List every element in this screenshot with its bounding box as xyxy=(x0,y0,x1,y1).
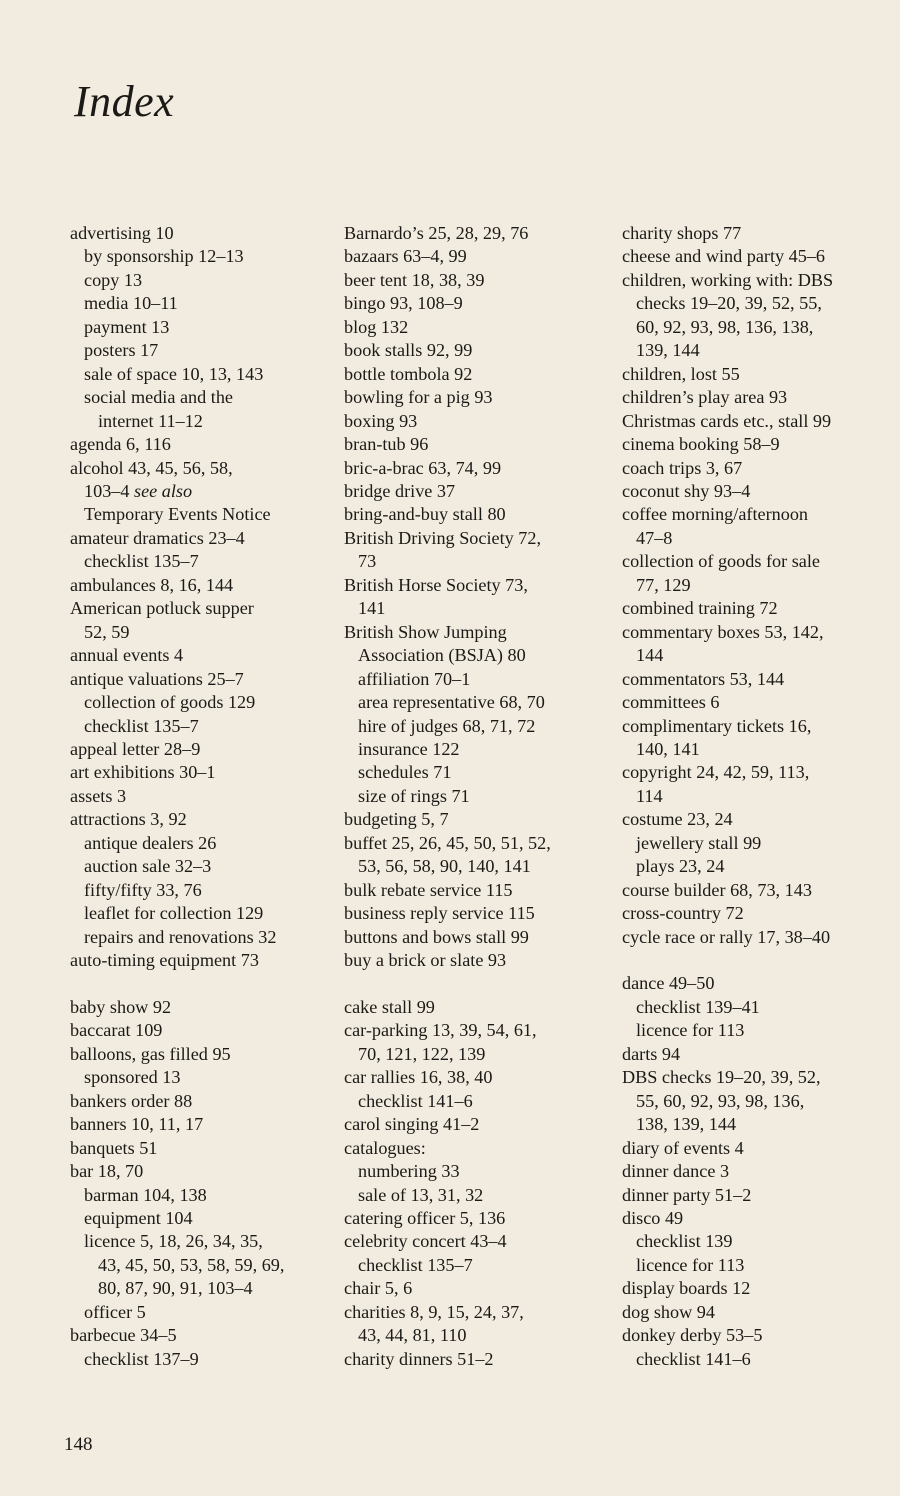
index-entry xyxy=(622,386,884,409)
entry-text: baby show 92 xyxy=(70,996,172,1017)
entry-text: repairs and renovations 32 xyxy=(84,926,277,947)
entry-text: amateur dramatics 23–4 xyxy=(70,527,245,548)
index-entry xyxy=(70,1090,340,1113)
entry-text: bulk rebate service 115 xyxy=(344,879,513,900)
index-entry xyxy=(70,738,340,761)
entry-text: 80, 87, 90, 91, 103–4 xyxy=(98,1278,253,1299)
index-subentry xyxy=(344,1254,616,1277)
index-subentry xyxy=(70,926,340,949)
entry-text: checklist 135–7 xyxy=(358,1254,473,1275)
index-subentry xyxy=(622,1090,884,1113)
entry-text: children’s play area 93 xyxy=(622,387,788,408)
index-column-1 xyxy=(70,222,340,1371)
entry-text: bankers order 88 xyxy=(70,1090,193,1111)
entry-text: 141 xyxy=(358,598,386,619)
index-entry xyxy=(344,1137,616,1160)
index-subentry xyxy=(622,738,884,761)
entry-text: car-parking 13, 39, 54, 61, xyxy=(344,1020,537,1041)
entry-text: checks 19–20, 39, 52, 55, xyxy=(636,293,822,314)
index-entry xyxy=(70,644,340,667)
entry-text: media 10–11 xyxy=(84,293,178,314)
entry-text: baccarat 109 xyxy=(70,1020,163,1041)
entry-text: coffee morning/afternoon xyxy=(622,504,809,525)
entry-text: bottle tombola 92 xyxy=(344,363,473,384)
entry-text: dog show 94 xyxy=(622,1301,715,1322)
index-entry xyxy=(344,386,616,409)
index-entry xyxy=(622,363,884,386)
index-subentry xyxy=(622,996,884,1019)
index-entry xyxy=(344,808,616,831)
entry-text: licence 5, 18, 26, 34, 35, xyxy=(84,1231,263,1252)
index-entry xyxy=(70,1043,340,1066)
entry-text: checklist 135–7 xyxy=(84,715,199,736)
entry-text: American potluck supper xyxy=(70,598,254,619)
index-subentry xyxy=(70,363,340,386)
entry-text: British Horse Society 73, xyxy=(344,574,528,595)
entry-text: numbering 33 xyxy=(358,1161,460,1182)
entry-text: book stalls 92, 99 xyxy=(344,340,473,361)
index-subentry xyxy=(70,1066,340,1089)
index-subentry xyxy=(344,1090,616,1113)
entry-text: 53, 56, 58, 90, 140, 141 xyxy=(358,856,531,877)
index-entry xyxy=(344,457,616,480)
entry-text: disco 49 xyxy=(622,1208,684,1229)
index-entry xyxy=(70,996,340,1019)
index-subentry xyxy=(622,527,884,550)
index-subentry xyxy=(70,902,340,925)
entry-text: advertising 10 xyxy=(70,223,174,243)
index-subentry xyxy=(344,691,616,714)
entry-text: barman 104, 138 xyxy=(84,1184,207,1205)
index-subentry xyxy=(622,1019,884,1042)
entry-text: checklist 141–6 xyxy=(358,1090,473,1111)
entry-text: cycle race or rally 17, 38–40 xyxy=(622,926,831,947)
index-entry xyxy=(622,926,884,949)
index-entry xyxy=(344,503,616,526)
index-subentry xyxy=(70,386,340,409)
entry-text: 138, 139, 144 xyxy=(636,1114,737,1135)
entry-text: dance 49–50 xyxy=(622,973,715,994)
index-subentry xyxy=(70,1277,340,1300)
entry-text: balloons, gas filled 95 xyxy=(70,1043,231,1064)
index-subentry xyxy=(70,503,340,526)
index-subentry xyxy=(622,855,884,878)
index-subentry xyxy=(622,574,884,597)
entry-text: cake stall 99 xyxy=(344,996,435,1017)
entry-text: appeal letter 28–9 xyxy=(70,738,201,759)
entry-text: beer tent 18, 38, 39 xyxy=(344,269,485,290)
index-entry xyxy=(344,621,616,644)
index-entry xyxy=(344,433,616,456)
entry-text: 52, 59 xyxy=(84,621,130,642)
letter-group-gap xyxy=(344,973,616,996)
entry-text: plays 23, 24 xyxy=(636,856,725,877)
entry-text: 55, 60, 92, 93, 98, 136, xyxy=(636,1090,805,1111)
entry-text: art exhibitions 30–1 xyxy=(70,762,216,783)
index-entry xyxy=(622,1301,884,1324)
index-subentry xyxy=(344,644,616,667)
index-entry xyxy=(344,1066,616,1089)
index-subentry xyxy=(70,691,340,714)
index-entry xyxy=(622,691,884,714)
index-subentry xyxy=(70,410,340,433)
entry-text: costume 23, 24 xyxy=(622,809,733,830)
entry-text: area representative 68, 70 xyxy=(358,692,545,713)
index-subentry xyxy=(70,879,340,902)
entry-text: coconut shy 93–4 xyxy=(622,480,751,501)
entry-text: dinner party 51–2 xyxy=(622,1184,752,1205)
index-entry xyxy=(622,1207,884,1230)
entry-text: affiliation 70–1 xyxy=(358,668,471,689)
index-entry xyxy=(344,339,616,362)
entry-text: bring-and-buy stall 80 xyxy=(344,504,506,525)
entry-text: sponsored 13 xyxy=(84,1067,181,1088)
index-subentry xyxy=(70,550,340,573)
entry-text: insurance 122 xyxy=(358,738,460,759)
index-entry xyxy=(622,503,884,526)
index-entry xyxy=(622,1277,884,1300)
entry-text: licence for 113 xyxy=(636,1254,745,1275)
entry-text: buy a brick or slate 93 xyxy=(344,950,507,971)
entry-text: bran-tub 96 xyxy=(344,434,429,455)
index-subentry xyxy=(622,1113,884,1136)
index-entry xyxy=(622,668,884,691)
index-entry xyxy=(622,410,884,433)
entry-text: charity shops 77 xyxy=(622,223,742,243)
entry-text: British Show Jumping xyxy=(344,621,507,642)
entry-text: commentary boxes 53, 142, xyxy=(622,621,824,642)
index-entry xyxy=(622,222,884,245)
index-subentry xyxy=(344,761,616,784)
entry-text: cinema booking 58–9 xyxy=(622,434,780,455)
index-entry xyxy=(344,879,616,902)
entry-text: charity dinners 51–2 xyxy=(344,1348,494,1369)
entry-text: British Driving Society 72, xyxy=(344,527,542,548)
entry-text: celebrity concert 43–4 xyxy=(344,1231,507,1252)
entry-text: payment 13 xyxy=(84,316,170,337)
entry-text: charities 8, 9, 15, 24, 37, xyxy=(344,1301,524,1322)
index-entry xyxy=(70,949,340,972)
index-subentry xyxy=(622,785,884,808)
index-subentry xyxy=(622,1230,884,1253)
index-entry xyxy=(344,996,616,1019)
entry-text: car rallies 16, 38, 40 xyxy=(344,1067,493,1088)
index-entry xyxy=(622,1160,884,1183)
entry-text: buffet 25, 26, 45, 50, 51, 52, xyxy=(344,832,551,853)
index-subentry xyxy=(344,597,616,620)
index-subentry xyxy=(344,1324,616,1347)
index-entry xyxy=(70,761,340,784)
entry-text: children, lost 55 xyxy=(622,363,740,384)
letter-group-gap xyxy=(70,973,340,996)
entry-text: display boards 12 xyxy=(622,1278,751,1299)
entry-text: 114 xyxy=(636,785,663,806)
index-entry xyxy=(622,715,884,738)
index-subentry xyxy=(70,245,340,268)
index-entry xyxy=(344,480,616,503)
index-subentry xyxy=(70,621,340,644)
entry-text: bowling for a pig 93 xyxy=(344,387,493,408)
entry-text: Temporary Events Notice xyxy=(84,504,271,525)
index-subentry xyxy=(344,1160,616,1183)
index-subentry xyxy=(70,832,340,855)
index-entry xyxy=(344,527,616,550)
index-subentry xyxy=(344,738,616,761)
entry-text: checklist 141–6 xyxy=(636,1348,751,1369)
index-subentry xyxy=(70,1254,340,1277)
entry-text: children, working with: DBS xyxy=(622,269,834,290)
page-number: 148 xyxy=(64,1434,93,1455)
entry-text: checklist 137–9 xyxy=(84,1348,199,1369)
entry-text: DBS checks 19–20, 39, 52, xyxy=(622,1067,821,1088)
entry-text: Christmas cards etc., stall 99 xyxy=(622,410,832,431)
index-entry xyxy=(70,1113,340,1136)
index-entry xyxy=(344,574,616,597)
index-entry xyxy=(622,621,884,644)
index-entry xyxy=(622,1184,884,1207)
entry-text: bingo 93, 108–9 xyxy=(344,293,463,314)
index-entry xyxy=(622,597,884,620)
page-title: Index xyxy=(74,77,175,126)
index-entry xyxy=(622,433,884,456)
entry-text: 103–4 xyxy=(84,480,135,501)
entry-text: 43, 45, 50, 53, 58, 59, 69, xyxy=(98,1254,285,1275)
entry-text: social media and the xyxy=(84,387,233,408)
index-subentry xyxy=(70,1207,340,1230)
index-subentry xyxy=(70,1301,340,1324)
index-entry xyxy=(622,480,884,503)
index-subentry xyxy=(622,316,884,339)
index-subentry xyxy=(70,339,340,362)
index-entry xyxy=(344,316,616,339)
entry-text: auction sale 32–3 xyxy=(84,856,212,877)
index-subentry xyxy=(344,1043,616,1066)
index-entry xyxy=(622,245,884,268)
entry-text: antique dealers 26 xyxy=(84,832,217,853)
entry-text: bar 18, 70 xyxy=(70,1161,144,1182)
entry-text: equipment 104 xyxy=(84,1208,193,1229)
entry-text: 140, 141 xyxy=(636,738,700,759)
entry-text: banners 10, 11, 17 xyxy=(70,1114,204,1135)
index-entry xyxy=(70,1137,340,1160)
entry-text: 60, 92, 93, 98, 136, 138, xyxy=(636,316,814,337)
index-entry xyxy=(622,1137,884,1160)
index-subentry xyxy=(344,785,616,808)
index-entry xyxy=(344,1301,616,1324)
entry-text: bazaars 63–4, 99 xyxy=(344,246,467,267)
index-entry xyxy=(344,1113,616,1136)
index-entry xyxy=(70,574,340,597)
entry-text: ambulances 8, 16, 144 xyxy=(70,574,234,595)
index-entry xyxy=(344,926,616,949)
entry-text: copyright 24, 42, 59, 113, xyxy=(622,762,810,783)
entry-text: annual events 4 xyxy=(70,645,184,666)
index-entry xyxy=(622,550,884,573)
entry-text: attractions 3, 92 xyxy=(70,809,187,830)
index-entry xyxy=(622,457,884,480)
index-entry xyxy=(70,433,340,456)
entry-text: agenda 6, 116 xyxy=(70,434,171,455)
index-subentry xyxy=(622,644,884,667)
index-subentry xyxy=(622,832,884,855)
entry-text: Association (BSJA) 80 xyxy=(358,645,526,666)
entry-text: 77, 129 xyxy=(636,574,691,595)
index-entry xyxy=(70,1324,340,1347)
index-entry xyxy=(344,245,616,268)
entry-text: checklist 135–7 xyxy=(84,551,199,572)
entry-text: alcohol 43, 45, 56, 58, xyxy=(70,457,233,478)
index-entry xyxy=(344,1207,616,1230)
index-column-3 xyxy=(622,222,884,1371)
index-column-2 xyxy=(344,222,616,1371)
index-entry xyxy=(344,1348,616,1371)
entry-text: jewellery stall 99 xyxy=(636,832,762,853)
entry-text: buttons and bows stall 99 xyxy=(344,926,529,947)
entry-text: blog 132 xyxy=(344,316,409,337)
entry-text: catalogues: xyxy=(344,1137,426,1158)
index-entry xyxy=(622,808,884,831)
entry-text: banquets 51 xyxy=(70,1137,158,1158)
index-subentry xyxy=(622,339,884,362)
index-subentry xyxy=(70,1230,340,1253)
entry-text: by sponsorship 12–13 xyxy=(84,246,244,267)
index-subentry xyxy=(344,715,616,738)
index-entry xyxy=(70,597,340,620)
index-entry xyxy=(70,785,340,808)
index-subentry xyxy=(70,269,340,292)
index-entry xyxy=(344,292,616,315)
entry-text: course builder 68, 73, 143 xyxy=(622,879,812,900)
entry-text: catering officer 5, 136 xyxy=(344,1208,506,1229)
entry-text: 47–8 xyxy=(636,527,673,548)
entry-text: 73 xyxy=(358,551,377,572)
index-subentry xyxy=(70,715,340,738)
index-subentry xyxy=(344,668,616,691)
index-subentry xyxy=(622,292,884,315)
index-entry xyxy=(344,269,616,292)
entry-text: commentators 53, 144 xyxy=(622,668,785,689)
entry-text: officer 5 xyxy=(84,1301,146,1322)
entry-text: sale of space 10, 13, 143 xyxy=(84,363,264,384)
index-entry xyxy=(70,808,340,831)
entry-text: sale of 13, 31, 32 xyxy=(358,1184,484,1205)
index-entry xyxy=(70,668,340,691)
index-subentry xyxy=(344,1184,616,1207)
index-entry xyxy=(70,222,340,245)
entry-text: donkey derby 53–5 xyxy=(622,1325,763,1346)
entry-text: 43, 44, 81, 110 xyxy=(358,1325,467,1346)
index-entry xyxy=(622,902,884,925)
entry-text: chair 5, 6 xyxy=(344,1278,413,1299)
entry-text: posters 17 xyxy=(84,340,159,361)
index-entry xyxy=(622,1324,884,1347)
index-subentry xyxy=(70,1184,340,1207)
index-entry xyxy=(622,1066,884,1089)
entry-text: checklist 139 xyxy=(636,1231,733,1252)
entry-text: cheese and wind party 45–6 xyxy=(622,246,826,267)
entry-text: internet 11–12 xyxy=(98,410,203,431)
index-subentry xyxy=(622,1348,884,1371)
entry-text: licence for 113 xyxy=(636,1020,745,1041)
index-entry xyxy=(344,410,616,433)
index-subentry xyxy=(70,855,340,878)
entry-text: collection of goods for sale xyxy=(622,551,820,572)
index-subentry xyxy=(70,480,340,503)
index-entry xyxy=(344,1277,616,1300)
entry-text: size of rings 71 xyxy=(358,785,470,806)
index-entry xyxy=(70,1160,340,1183)
index-entry xyxy=(70,527,340,550)
entry-text: checklist 139–41 xyxy=(636,996,760,1017)
index-entry xyxy=(622,879,884,902)
index-entry xyxy=(622,761,884,784)
entry-text: bridge drive 37 xyxy=(344,480,456,501)
entry-text: leaflet for collection 129 xyxy=(84,903,264,924)
entry-text: assets 3 xyxy=(70,785,127,806)
index-entry xyxy=(344,902,616,925)
index-entry xyxy=(344,832,616,855)
entry-text: bric-a-brac 63, 74, 99 xyxy=(344,457,502,478)
entry-text: carol singing 41–2 xyxy=(344,1114,480,1135)
index-entry xyxy=(344,222,616,245)
index-entry xyxy=(344,949,616,972)
entry-text: Barnardo’s 25, 28, 29, 76 xyxy=(344,223,529,243)
index-entry xyxy=(622,972,884,995)
entry-text: collection of goods 129 xyxy=(84,692,256,713)
index-entry xyxy=(344,1230,616,1253)
entry-text: antique valuations 25–7 xyxy=(70,668,244,689)
entry-text: 144 xyxy=(636,645,664,666)
entry-text: hire of judges 68, 71, 72 xyxy=(358,715,536,736)
index-entry xyxy=(70,457,340,480)
entry-text: business reply service 115 xyxy=(344,903,535,924)
index-entry xyxy=(344,363,616,386)
index-subentry xyxy=(344,550,616,573)
entry-text: schedules 71 xyxy=(358,762,452,783)
entry-text: combined training 72 xyxy=(622,598,778,619)
entry-text: complimentary tickets 16, xyxy=(622,715,812,736)
entry-text: diary of events 4 xyxy=(622,1137,744,1158)
index-subentry xyxy=(344,855,616,878)
index-subentry xyxy=(70,1348,340,1371)
index-subentry xyxy=(622,1254,884,1277)
entry-text: fifty/fifty 33, 76 xyxy=(84,879,202,900)
entry-text: coach trips 3, 67 xyxy=(622,457,743,478)
letter-group-gap xyxy=(622,949,884,972)
index-entry xyxy=(344,1019,616,1042)
entry-text: dinner dance 3 xyxy=(622,1161,730,1182)
entry-text: 70, 121, 122, 139 xyxy=(358,1043,486,1064)
entry-text: budgeting 5, 7 xyxy=(344,809,449,830)
entry-text: 139, 144 xyxy=(636,340,700,361)
entry-text: copy 13 xyxy=(84,269,143,290)
entry-cross-reference: see also xyxy=(134,480,193,501)
entry-text: cross-country 72 xyxy=(622,903,744,924)
index-entry xyxy=(622,269,884,292)
index-entry xyxy=(70,1019,340,1042)
entry-text: barbecue 34–5 xyxy=(70,1325,177,1346)
entry-text: boxing 93 xyxy=(344,410,418,431)
entry-text: auto-timing equipment 73 xyxy=(70,950,259,971)
index-subentry xyxy=(70,316,340,339)
index-entry xyxy=(622,1043,884,1066)
entry-text: darts 94 xyxy=(622,1043,681,1064)
entry-text: committees 6 xyxy=(622,692,720,713)
index-subentry xyxy=(70,292,340,315)
